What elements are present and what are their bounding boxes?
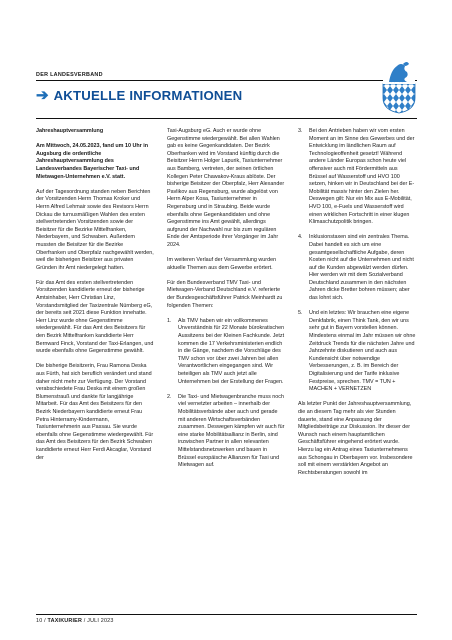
list-text: Und ein letztes: Wir brauchen eine eigene Denkfabrik, einen Think Tank, den wir uns sehr gut in Bayern vorstellen können. Mindestens einmal im Jahr müssen wir ohne Zeitdruck Trends für die nächsten Jahre und Jahrzehnte diskutieren und auch aus Kundensicht über notwendige Verbesserungen, z. B. im Bereich der Digitalisierung und der Tarife inklusive Festpreise, sprechen. TMV = TUN + MACHEN + VERNETZEN xyxy=(309,310,416,393)
column-3 xyxy=(298,128,416,485)
column-1 xyxy=(36,128,154,470)
paragraph: Auf der Tagesordnung standen neben Berichten der Vorsitzenden Herrn Thomas Kroker und Herrn Alfred Lehmair sowie des Revisors Herrn Dickau die turnusmäßigen Wahlen des ersten stellvertretenden Vorsitzenden sowie der Beisitzer für die Bezirke Mittelfranken, Niederbayern, und Schwaben. Außerdem mussten die Beisitzer für die Bezirke Oberfranken und Oberpfalz nachgewählt werden, weil die bisherigen Beisitzer aus privaten Gründen ihr Amt niedergelegt hatten. xyxy=(36,188,154,271)
page-footer xyxy=(36,618,114,624)
list-item xyxy=(298,310,416,394)
page-number: 10 xyxy=(36,618,43,624)
list-text: Die Taxi- und Mietwagenbranche muss noch viel vernetzter arbeiten – innerhalb der Mobilitätsverbände aber auch und gerade mit anderen Wirtschaftsverbänden zusammen. Deswegen kämpfen wir auch für eine starke Mobilitätsallianz in Berlin, sind inzwischen Partner in allen relevanten Mittelstandsnetzwerken und bauen in Brüssel europäische Allianzen für Taxi und Mietwagen auf. xyxy=(178,393,285,469)
footer-separator: / xyxy=(83,618,88,624)
section-kicker: DER LANDESVERBAND xyxy=(36,72,103,78)
footer-rule xyxy=(36,614,417,615)
paragraph: Taxi-Augsburg eG. Auch er wurde ohne Gegenstimme wiedergewählt. Bei allen Wahlen gab es keine Gegenkandidaten. Der Bezirk Oberfranken wird im Vorstand künftig durch die Beisitzer Herrn Holger Lapurik, Taxiunternehmer aus Bamberg, vertreten, der seinen örtlichen Kollegen Peter Chawakov-Kraus ablöste. Der bisherige Beisitzer der Oberpfalz, Herr Alexander Pavlikov aus Regensburg, wurde abgelöst von Herrn Alper Kosa, Taxiunternehmer in Regensburg und in Straubing. Beide wurde ebenfalls ohne Gegenkandidaten und ohne Gegenstimme ins Amt gewählt, allerdings aufgrund der Nachwahl nur bis zum regulären Ende der Amtsperiode ihrer Vorgänger im Jahr 2024. xyxy=(167,128,285,248)
paragraph: Als letzter Punkt der Jahreshauptversammlung, die an diesem Tag mehr als vier Stunden dauerte, stand eine Anpassung der Mitgliedsbeiträge zur Diskussion. Ihr dieser der Wunsch nach einem hauptamtlichen Geschäftsführer eingehend erörtert wurde. Hierzu lag ein Antrag eines Taxiunternehmens aus Schongau in Oberbayern vor. Insbesondere soll mit einem verstärkten Angebot an Rechtsberatungen sowohl im xyxy=(298,401,413,476)
list-number: 2. xyxy=(167,393,172,400)
article-heading: Jahreshauptversammlung xyxy=(36,128,104,134)
paragraph: Im weiteren Verlauf der Versammlung wurden aktuelle Themen aus dem Gewerbe erörtert. xyxy=(167,257,277,271)
list-item xyxy=(298,234,416,302)
list-number: 3. xyxy=(298,128,303,134)
issue-date: JULI 2023 xyxy=(87,618,114,624)
list-number: 5. xyxy=(298,310,303,317)
article-intro: Am Mittwoch, 24.05.2023, fand um 10 Uhr in Augsburg die ordentliche Jahreshauptversammlung des Landesverbandes Bayerischer Taxi- und Mietwagen-Unternehmen e.V. statt. xyxy=(36,143,149,180)
bavarian-lion-crest xyxy=(381,54,417,114)
list-item xyxy=(298,128,416,227)
arrow-right-icon: ➔ xyxy=(36,87,49,104)
list-text: Inklusionstaxen sind ein zentrales Thema. Dabei handelt es sich um eine gesamtgesellschaftliche Aufgabe, deren Kosten nicht auf die Unternehmen und nicht auf die Kunden abgewälzt werden dürfen. Hier werden wir mit dem Sozialverband Deutschland zusammen in den nächsten Jahren dicke Bretter bohren müssen; aber das lohnt sich. xyxy=(309,234,414,302)
magazine-name: TAXIKURIER xyxy=(47,618,83,624)
list-item xyxy=(167,394,285,470)
paragraph: Für den Bundesverband TMV Taxi- und Mietwagen-Verband Deutschland e.V. referierte der Bundesgeschäftsführer Patrick Meinhardt zu folgenden Themen: xyxy=(167,279,283,309)
header-rule-bottom xyxy=(36,118,417,119)
page-headline xyxy=(36,88,242,103)
column-2 xyxy=(167,128,285,477)
paragraph: Die bisherige Beisitzerin, Frau Ramona Deska aus Fürth, hat sich beruflich verändert und stand daher nicht mehr zur Verfügung. Der Vorstand verabschiedete Frau Deska mit einem großen Blumenstrauß und dankte für langjährige Mitarbeit. Für das Amt des Beisitzers für den Bezirk Niederbayern kandidierte erneut Frau Petra Hinterramy-Kindermann, Taxiunternehmerin aus Passau. Sie wurde ebenfalls ohne Gegenstimme wiedergewählt. Für das Amt des Beisitzers für den Bezirk Schwaben kandidierte erneut Herr Ferdi Akcaglar, Vorstand der xyxy=(36,363,154,461)
page-title: AKTUELLE INFORMATIONEN xyxy=(53,88,243,103)
list-item xyxy=(167,318,285,386)
paragraph: Für das Amt des ersten stellvertretenden Vorsitzenden kandidierte erneut der bisherige Amtsinhaber, Herr Christian Linz, Vorstandsmitglied der Taxizentrale Nürnberg eG, der bereits seit 2021 diese Funktion innehatte. Herr Linz wurde ohne Gegenstimme wiedergewählt. Für das Amt des Beisitzers für den Bezirk Mittelfranken kandidierte Herr Bernward Finck, Vorstand der Taxi-Erlangen, und wurde ebenfalls ohne Gegenstimme gewählt. xyxy=(36,279,154,355)
list-number: 4. xyxy=(298,234,303,241)
header-rule-top xyxy=(36,80,417,81)
footer-separator: / xyxy=(44,618,48,624)
list-text: Bei den Antrieben haben wir vom ersten Moment an im Sinne des Gewerbes und der Entwicklung im ländlichen Raum auf Technologieoffenheit gesetzt! Während andere Länder Europas schon heute viel offensiver auch mit Fördermitteln aus Brüssel auf Wasserstoff und HVO 100 setzen, hinken wir in Deutschland bei der E-Mobilität massiv hinter den Zielen her. Deswegen gilt: Nur ein Mix aus E-Mobilität, HVO 100, e-Fuels und Wasserstoff wird einen wirklichen Fortschritt in einer klugen Klimaschutzpolitik bringen. xyxy=(309,128,415,226)
list-number: 1. xyxy=(167,317,172,324)
list-text: Als TMV haben wir ein vollkommenes Unverständnis für 22 Monate bürokratischen Aussitzens bei der Kleinen Fachkunde. Jetzt kommen die 17 Verkehrsministerien endlich in die Gänge, nachdem die Vorschläge des TMV schon vor über zwei Jahren bei allen Verantwortlichen eingegangen sind. Wir beteiligen als TMV auch jetzt alle Unternehmen bei der Erstellung der Fragen. xyxy=(178,317,285,385)
